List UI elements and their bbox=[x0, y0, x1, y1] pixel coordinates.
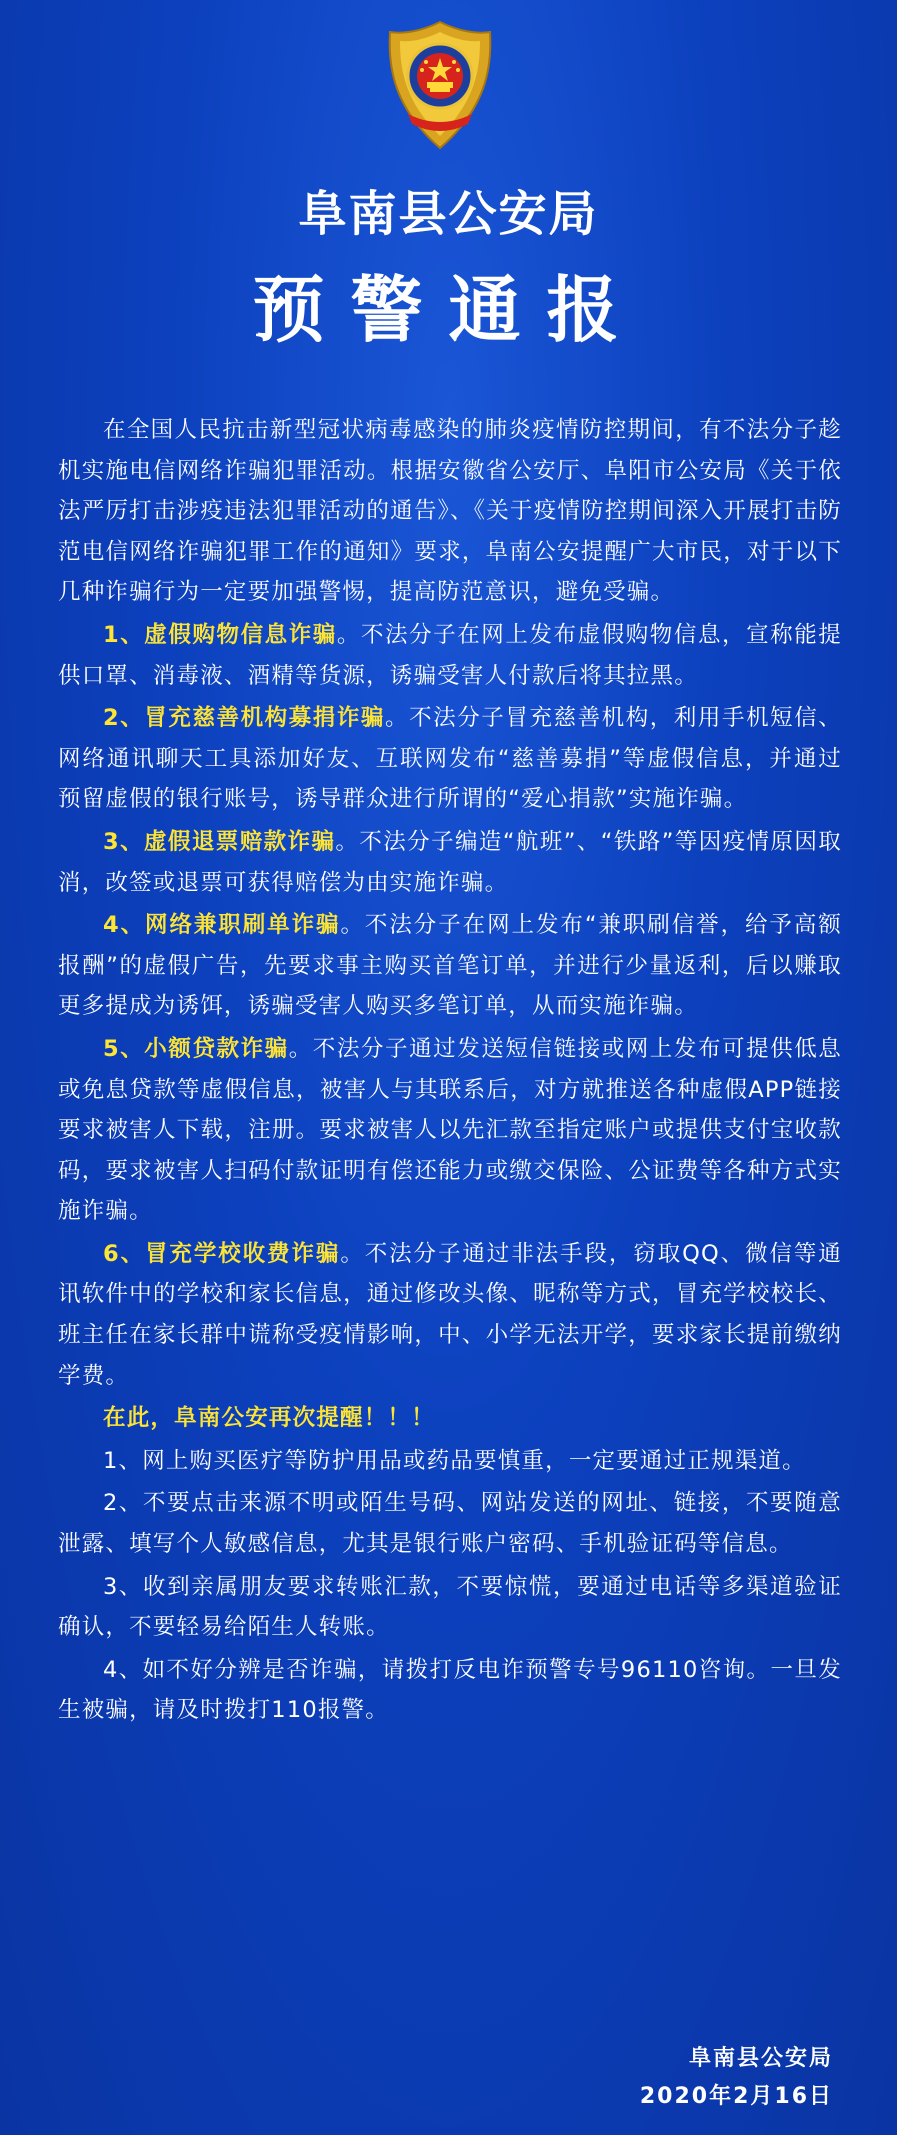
signature-date: 2020年2月16日 bbox=[639, 2084, 833, 2109]
signature-block bbox=[640, 2040, 833, 2116]
fraud-item-4 bbox=[58, 905, 842, 1027]
fraud-item-heading: 5、小额贷款诈骗 bbox=[103, 1035, 289, 1062]
fraud-item-text: 。不法分子在网上发布虚假购物信息，宣称能提供口罩、消毒液、酒精等货源，诱骗受害人付款后将其拉黑。 bbox=[58, 621, 843, 689]
tip-4: 4、如不好分辨是否诈骗，请拨打反电诈预警专号96110咨询。一旦发生被骗，请及时拨打110报警。 bbox=[58, 1656, 842, 1724]
fraud-item-text: 。不法分子冒充慈善机构，利用手机短信、网络通讯聊天工具添加好友、互联网发布“慈善募捐”等虚假信息，并通过预留虚假的银行账号，诱导群众进行所谓的“爱心捐款”实施诈骗。 bbox=[58, 705, 842, 813]
notice-title: 预警通报 bbox=[252, 267, 645, 352]
signature-org: 阜南县公安局 bbox=[688, 2046, 833, 2071]
fraud-item-heading: 3、虚假退票赔款诈骗 bbox=[103, 828, 336, 855]
fraud-item-text: 。不法分子通过非法手段，窃取QQ、微信等通讯软件中的学校和家长信息，通过修改头像、昵称等方式，冒充学校校长、班主任在家长群中谎称受疫情影响，中、小学无法开学，要求家长提前缴纳学费。 bbox=[58, 1240, 843, 1389]
fraud-item-heading: 1、虚假购物信息诈骗 bbox=[103, 621, 337, 648]
fraud-item-3 bbox=[58, 822, 842, 903]
fraud-item-text: 。不法分子在网上发布“兼职刷信誉，给予高额报酬”的虚假广告，先要求事主购买首笔订单，并进行少量返利，后以赚取更多提成为诱饵，诱骗受害人购买多笔订单，从而实施诈骗。 bbox=[58, 912, 842, 1020]
fraud-item-heading: 2、冒充慈善机构募捐诈骗 bbox=[103, 705, 386, 732]
fraud-item-6 bbox=[58, 1234, 842, 1396]
fraud-item-heading: 4、网络兼职刷单诈骗 bbox=[103, 912, 341, 939]
fraud-item-text: 。不法分子通过发送短信链接或网上发布可提供低息或免息贷款等虚假信息，被害人与其联系后，对方就推送各种虚假APP链接要求被害人下载，注册。要求被害人以先汇款至指定账户或提供支付宝收款码，要求被害人扫码付款证明有偿还能力或缴交保险、公证费等各种方式实施诈骗。 bbox=[58, 1035, 842, 1225]
fraud-item-1 bbox=[58, 615, 842, 696]
intro-paragraph: 在全国人民抗击新型冠状病毒感染的肺炎疫情防控期间，有不法分子趁机实施电信网络诈骗犯罪活动。根据安徽省公安厅、阜阳市公安局《关于依法严厉打击涉疫违法犯罪活动的通告》、《关于疫情防控期间深入开展打击防范电信网络诈骗犯罪工作的通知》要求，阜南公安提醒广大市民，对于以下几种诈骗行为一定要加强警惕，提高防范意识，避免受骗。 bbox=[58, 417, 842, 606]
police-emblem-icon bbox=[380, 18, 500, 153]
tip-3: 3、收到亲属朋友要求转账汇款，不要惊慌，要通过电话等多渠道验证确认，不要轻易给陌生人转账。 bbox=[58, 1573, 842, 1641]
org-title: 阜南县公安局 bbox=[298, 186, 599, 242]
fraud-item-5 bbox=[58, 1029, 842, 1232]
notice-body bbox=[58, 410, 842, 1733]
fraud-item-heading: 6、冒充学校收费诈骗 bbox=[103, 1240, 341, 1267]
reminder-heading: 在此，阜南公安再次提醒！！！ bbox=[103, 1405, 435, 1432]
fraud-item-2 bbox=[58, 698, 842, 820]
fraud-item-text: 。不法分子编造“航班”、“铁路”等因疫情原因取消，改签或退票可获得赔偿为由实施诈骗。 bbox=[58, 828, 843, 896]
tip-2: 2、不要点击来源不明或陌生号码、网站发送的网址、链接，不要随意泄露、填写个人敏感信息，尤其是银行账户密码、手机验证码等信息。 bbox=[58, 1490, 842, 1558]
tip-1: 1、网上购买医疗等防护用品或药品要慎重，一定要通过正规渠道。 bbox=[103, 1447, 806, 1474]
